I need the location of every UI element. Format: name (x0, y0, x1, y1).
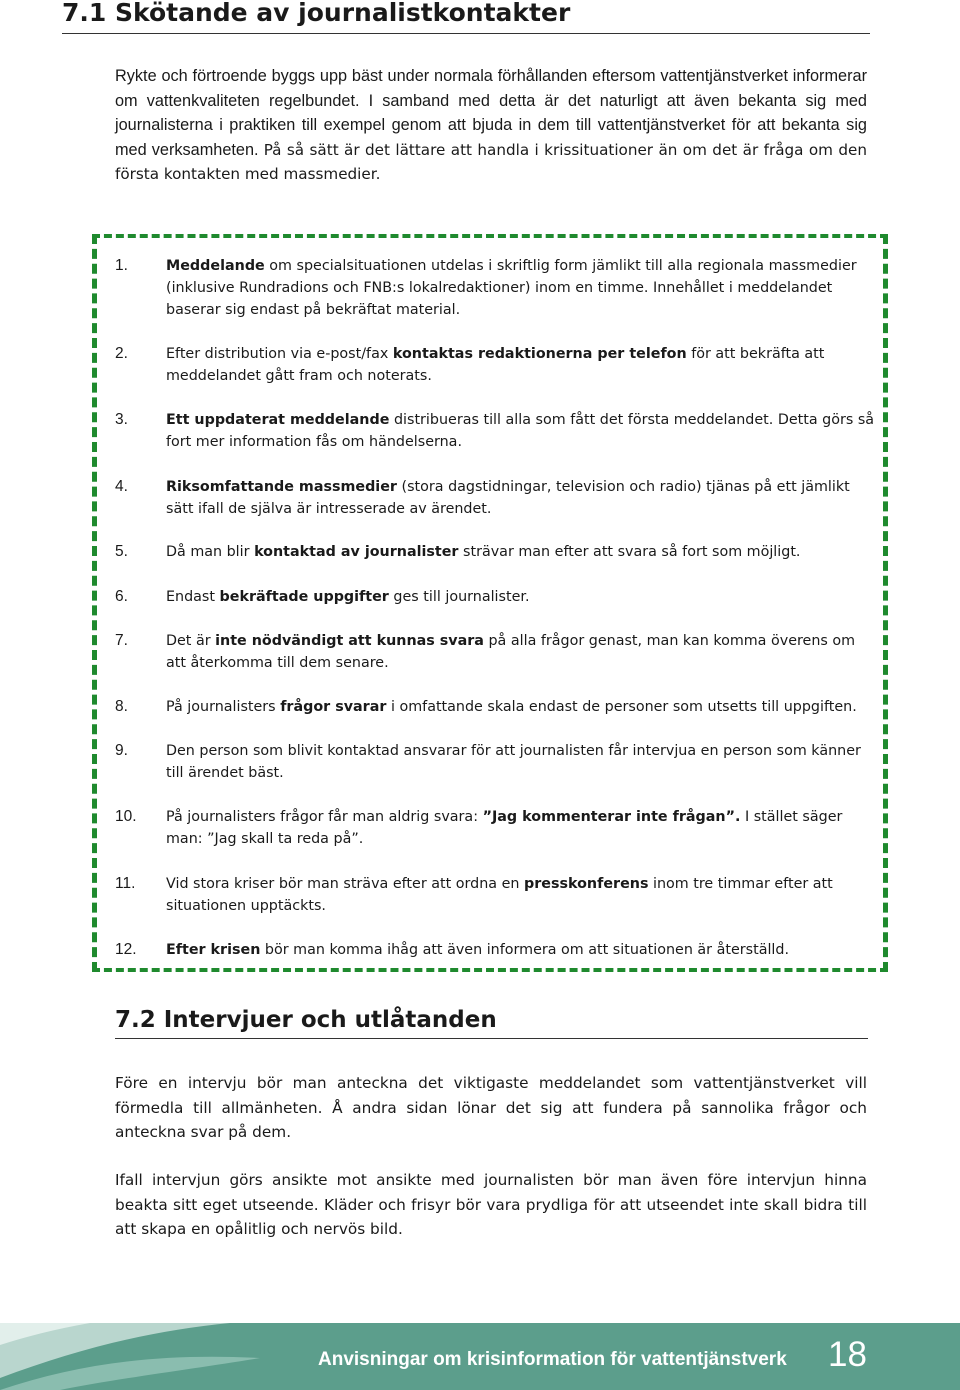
item-text: inom tre timmar efter att situationen upptäckts. (166, 876, 833, 914)
list-item (115, 806, 875, 850)
list-item (115, 541, 875, 563)
item-text: I stället säger man: ”Jag skall ta reda på”. (166, 809, 843, 847)
list-item (115, 740, 875, 784)
item-text: Det är (166, 633, 216, 649)
list-item (115, 343, 875, 387)
list-number: 11. (115, 875, 136, 892)
item-text: (stora dagstidningar, television och radio) tjänas på ett jämlikt sätt ifall de själva är intresserade av ärendet. (166, 479, 850, 517)
footer-title: Anvisningar om krisinformation för vattentjänstverk (318, 1349, 787, 1370)
list-item (115, 696, 875, 718)
item-text: i omfattande skala endast de personer som utsetts till uppgiften. (386, 699, 857, 715)
list-item (115, 586, 875, 608)
item-text: bör man komma ihåg att även informera om att situationen är återställd. (260, 942, 790, 958)
list-number: 6. (115, 588, 128, 605)
section-heading-7-2 (115, 1004, 868, 1039)
intro-main: Rykte och förtroende byggs upp bäst under normala förhållanden eftersom vattentjänstverket informerar om vattenkvaliteten regelbundet. I samband med detta är det naturligt att även bekanta sig med journalisterna i praktiken till exempel genom att bjuda in dem till vattentjänstverket för att bekanta sig med verksamheten. (115, 67, 867, 159)
item-text: strävar man efter att svara så fort som möjligt. (458, 544, 801, 560)
intro-tail: På så sätt är det lättare att handla i krissituationer än om det är fråga om den första kontakten med massmedier. (115, 140, 867, 183)
item-text: Då man blir (166, 544, 255, 560)
item-text: På journalisters frågor får man aldrig svara: (166, 809, 483, 825)
page-number: 18 (828, 1335, 867, 1374)
item-bold: frågor svarar (280, 699, 387, 715)
item-text: Den person som blivit kontaktad ansvarar för att journalisten får intervjua en person som känner till ärendet bäst. (166, 743, 861, 781)
item-bold: Ett uppdaterat meddelande (166, 412, 390, 428)
item-text: om specialsituationen utdelas i skriftlig form jämlikt till alla regionala massmedier (inklusive Rundradions och FNB:s lokalredaktioner) inom en timme. Innehållet i meddelandet baserar sig endast på bekräftat material. (166, 258, 857, 318)
list-number: 10. (115, 808, 137, 825)
list-item (115, 476, 875, 520)
list-number: 4. (115, 478, 128, 495)
item-bold: presskonferens (523, 876, 649, 892)
item-bold: kontaktad av journalister (254, 544, 459, 560)
item-bold: ”Jag kommenterar inte frågan”. (482, 809, 741, 825)
heading-text: 7.2 Intervjuer och utlåtanden (115, 1007, 497, 1033)
list-number: 3. (115, 411, 128, 428)
item-bold: kontaktas redaktionerna per telefon (392, 346, 687, 362)
item-text: ges till journalister. (388, 589, 530, 605)
item-bold: Efter krisen (166, 942, 261, 958)
item-text: Vid stora kriser bör man sträva efter att ordna en (166, 876, 524, 892)
body-paragraph: Före en intervju bör man anteckna det viktigaste meddelandet som vattentjänstverket vill förmedla till allmänheten. Å andra sidan lönar det sig att fundera på sannolika frågor och anteckna svar på dem. (115, 1074, 867, 1141)
list-item (115, 409, 875, 453)
list-number: 9. (115, 742, 128, 759)
item-text: distribueras till alla som fått det första meddelandet. Detta görs så fort mer information fås om händelserna. (166, 412, 875, 450)
list-number: 2. (115, 345, 128, 362)
list-number: 12. (115, 941, 137, 958)
intro-paragraph (115, 64, 867, 187)
list-item (115, 630, 875, 674)
item-bold: Riksomfattande massmedier (166, 479, 397, 495)
list-number: 7. (115, 632, 128, 649)
list-number: 1. (115, 257, 128, 274)
item-text: På journalisters (166, 699, 281, 715)
list-item (115, 255, 875, 321)
list-number: 8. (115, 698, 128, 715)
item-text: Endast (166, 589, 220, 605)
item-text: för att bekräfta att meddelandet gått fram och noterats. (166, 346, 825, 384)
heading-text: 7.1 Skötande av journalistkontakter (62, 0, 571, 27)
list-item (115, 939, 875, 961)
item-text: på alla frågor genast, man kan komma överens om att återkomma till dem senare. (166, 633, 856, 671)
section-heading-7-1 (62, 0, 870, 34)
item-bold: inte nödvändigt att kunnas svara (215, 633, 484, 649)
body-paragraph: Ifall intervjun görs ansikte mot ansikte med journalisten bör man även före intervjun hinna beakta sitt eget utseende. Kläder och frisyr bör vara prydliga för att utseendet inte skall bidra till att skapa en opålitlig och nervös bild. (115, 1171, 867, 1238)
list-number: 5. (115, 543, 128, 560)
list-item (115, 873, 875, 917)
item-bold: bekräftade uppgifter (219, 589, 389, 605)
item-bold: Meddelande (166, 258, 265, 274)
item-text: Efter distribution via e-post/fax (166, 346, 393, 362)
